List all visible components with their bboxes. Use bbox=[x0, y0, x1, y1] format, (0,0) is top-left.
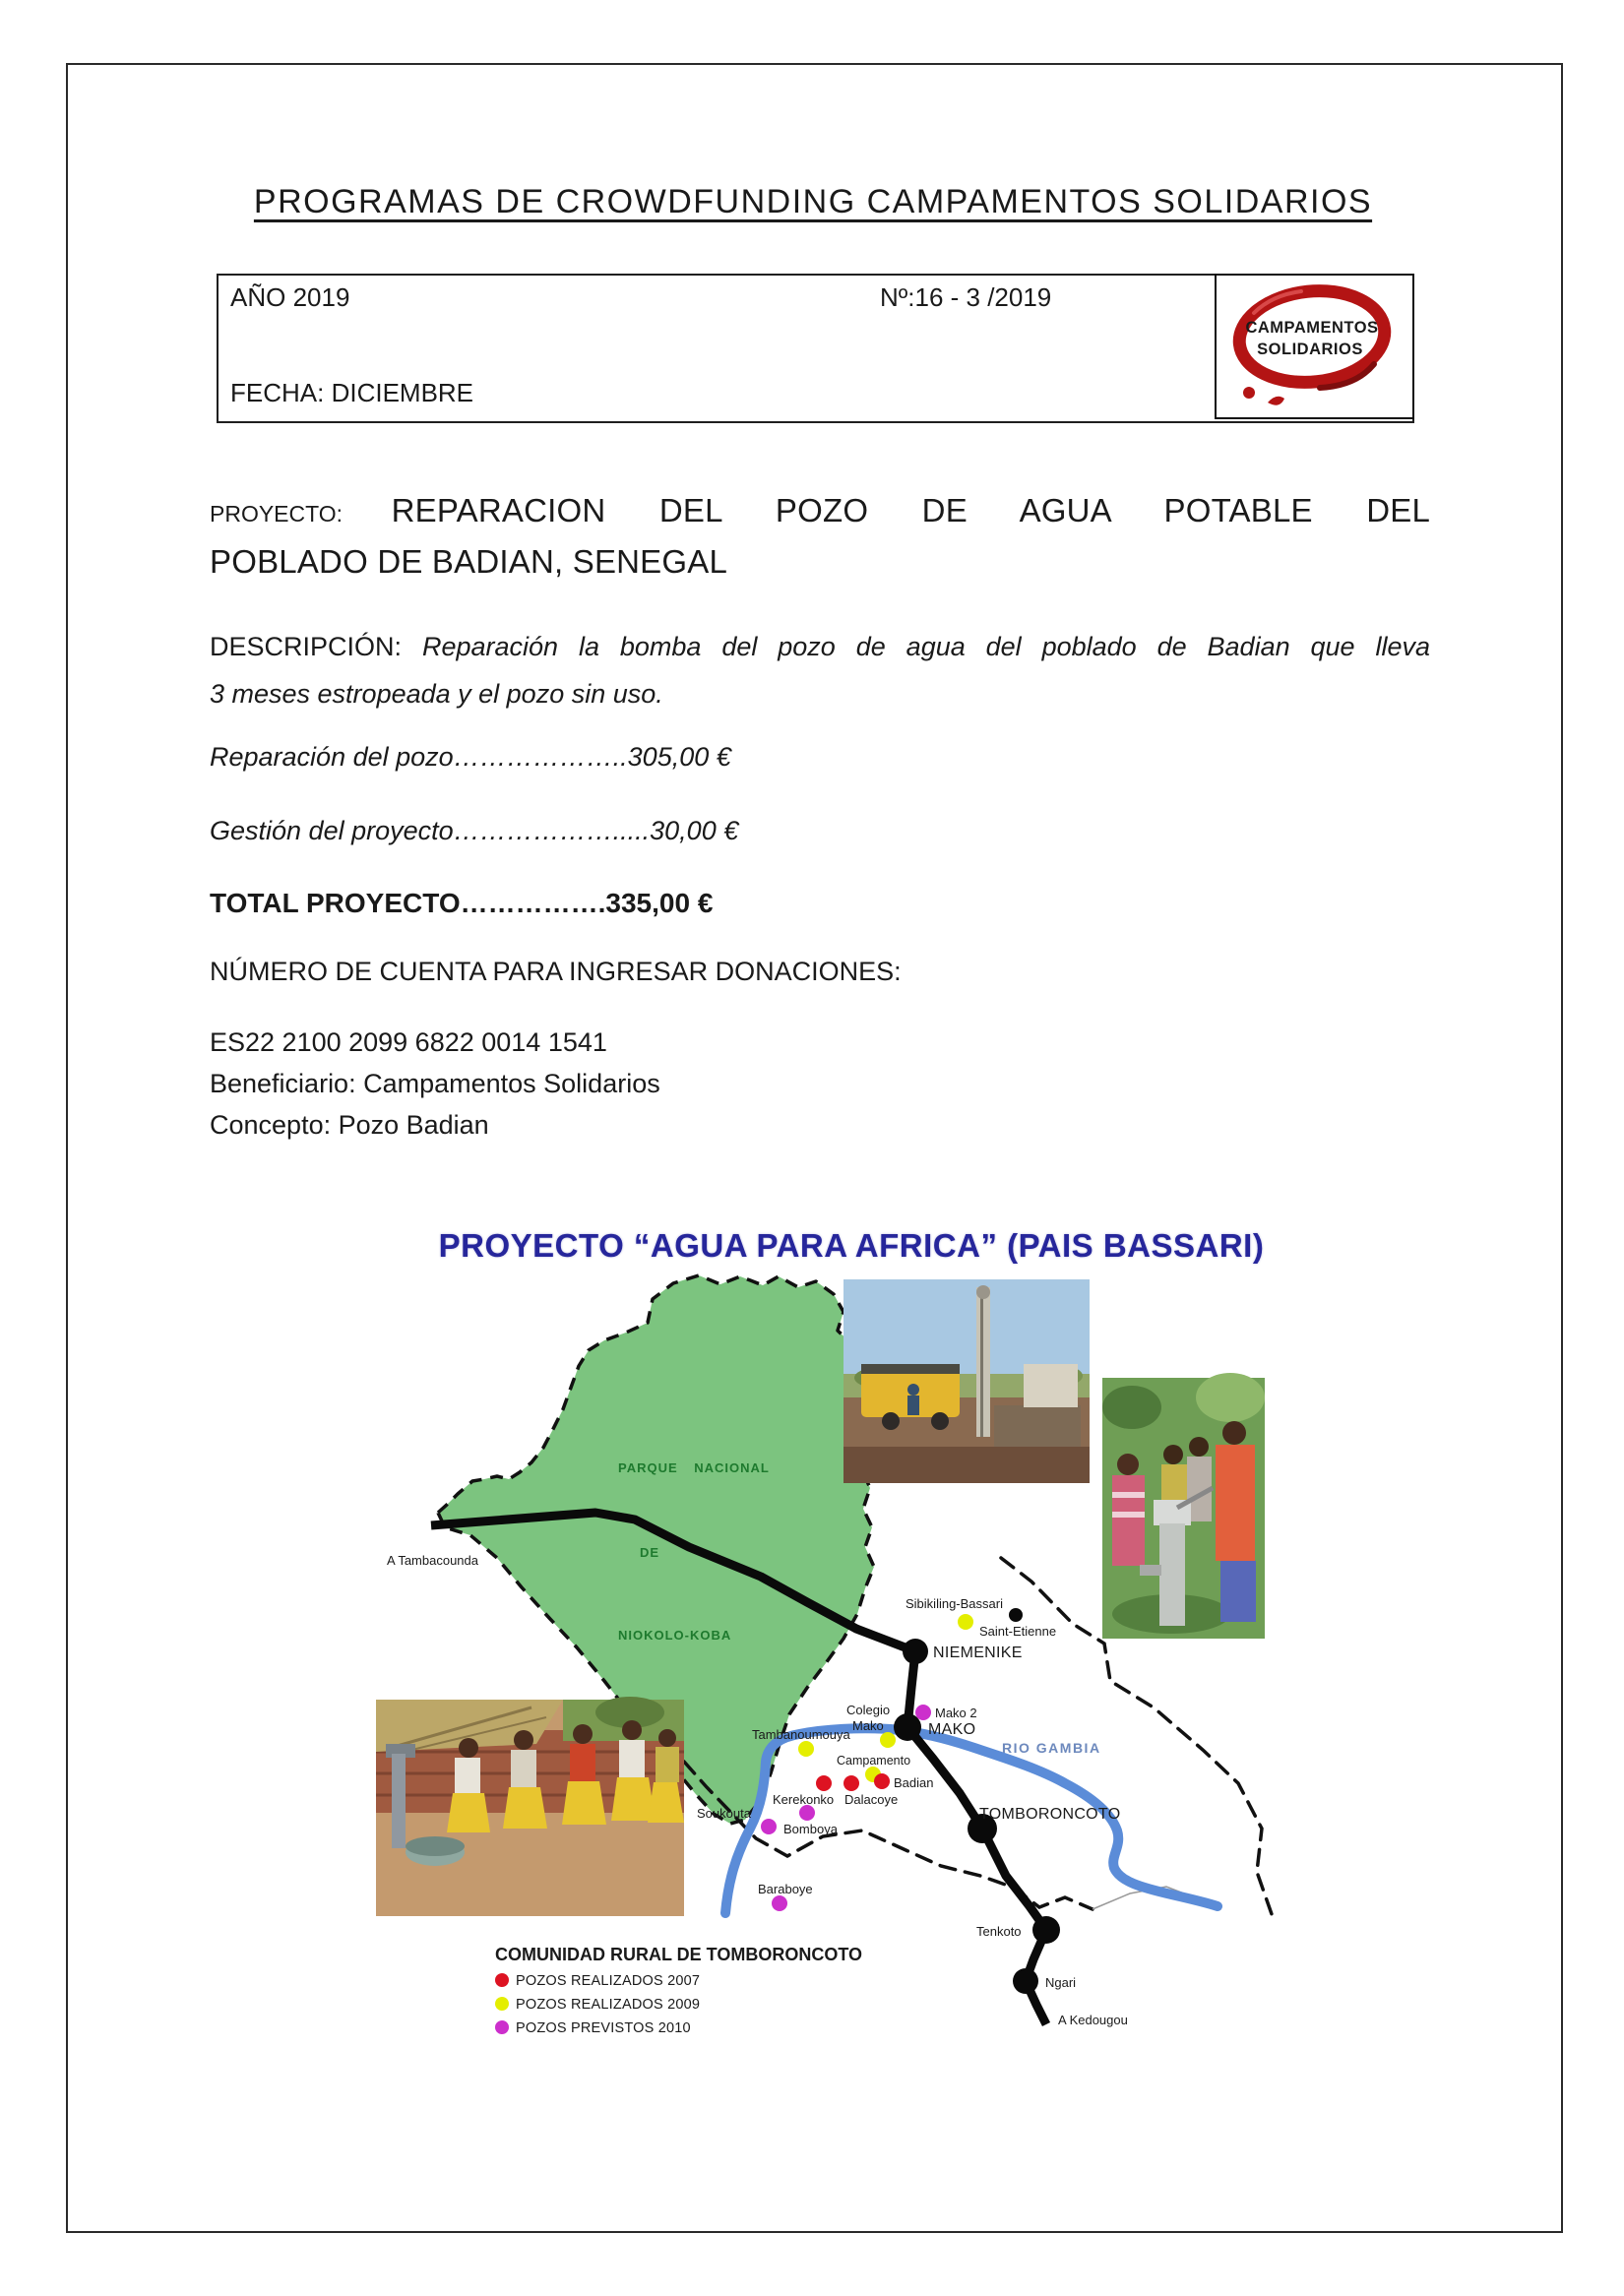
legend-dot-2010 bbox=[495, 2020, 509, 2034]
project-line2: POBLADO DE BADIAN, SENEGAL bbox=[210, 543, 728, 580]
well-2009-tambanoumouya bbox=[798, 1741, 814, 1757]
photo-children-at-well bbox=[376, 1697, 684, 1916]
legend-item-2007: POZOS REALIZADOS 2007 bbox=[516, 1973, 701, 1989]
project-label: PROYECTO: bbox=[210, 501, 344, 527]
legend-dot-2007 bbox=[495, 1973, 509, 1987]
donation-account-number: ES22 2100 2099 6822 0014 1541 bbox=[210, 1027, 607, 1057]
label-badian: Badian bbox=[894, 1775, 934, 1790]
well-2009-colegio-mako bbox=[880, 1732, 896, 1748]
photo-water-pump-people bbox=[1102, 1373, 1265, 1639]
budget-item-repair: Reparación del pozo………………..305,00 € bbox=[210, 742, 731, 772]
donation-concept: Concepto: Pozo Badian bbox=[210, 1110, 489, 1140]
legend-item-2010: POZOS PREVISTOS 2010 bbox=[516, 2020, 691, 2036]
description-line2: 3 meses estropeada y el pozo sin uso. bbox=[210, 679, 663, 709]
park-label-line1: PARQUE NACIONAL bbox=[618, 1460, 770, 1475]
label-kerekonko: Kerekonko bbox=[773, 1792, 835, 1807]
legend-title: COMUNIDAD RURAL DE TOMBORONCOTO bbox=[495, 1945, 862, 1964]
project-title-line1: REPARACION DEL POZO DE AGUA POTABLE DEL bbox=[391, 492, 1430, 528]
junction-niemenike bbox=[903, 1639, 928, 1664]
logo-blob bbox=[1268, 397, 1284, 405]
document-title: PROGRAMAS DE CROWDFUNDING CAMPAMENTOS SOLIDARIOS bbox=[253, 183, 1373, 220]
photo-drilling-rig bbox=[843, 1279, 1090, 1483]
legend-item-2009: POZOS REALIZADOS 2009 bbox=[516, 1997, 701, 2013]
label-tambanoumouya: Tambanoumouya bbox=[752, 1727, 850, 1742]
label-saint-etienne: Saint-Etienne bbox=[979, 1624, 1057, 1639]
budget-item-management: Gestión del proyecto……………….....30,00 € bbox=[210, 816, 739, 845]
label-niemenike: NIEMENIKE bbox=[933, 1644, 1023, 1661]
river-label: RIO GAMBIA bbox=[1002, 1740, 1101, 1756]
well-2007-badian bbox=[874, 1773, 890, 1789]
donation-beneficiary: Beneficiario: Campamentos Solidarios bbox=[210, 1069, 660, 1098]
header-number: Nº:16 - 3 /2019 bbox=[880, 282, 1052, 312]
label-dalacoye: Dalacoye bbox=[844, 1792, 899, 1807]
description-label: DESCRIPCIÓN: bbox=[210, 632, 403, 661]
junction-tenkoto bbox=[1032, 1916, 1060, 1944]
label-soukouta: Soukouta bbox=[697, 1806, 751, 1821]
map-title: PROYECTO “AGUA PARA AFRICA” (PAIS BASSARI) bbox=[438, 1227, 1265, 1264]
label-bomboya: Bomboya bbox=[783, 1822, 838, 1836]
description-line1 bbox=[210, 632, 1430, 662]
description-text-line1: Reparación la bomba del pozo de agua del poblado de Badian que lleva bbox=[421, 632, 1430, 661]
logo-text-line1: CAMPAMENTOS bbox=[1245, 319, 1379, 337]
legend-dot-2009 bbox=[495, 1997, 509, 2011]
label-sibikiling: Sibikiling-Bassari bbox=[906, 1596, 1003, 1611]
well-2007-dalacoye bbox=[843, 1775, 859, 1791]
well-2007-kerekonko bbox=[816, 1775, 832, 1791]
label-tomboroncoto: TOMBORONCOTO bbox=[979, 1806, 1121, 1823]
label-colegio-line1: Colegio bbox=[846, 1703, 891, 1717]
label-campamento: Campamento bbox=[837, 1754, 911, 1768]
header-year: AÑO 2019 bbox=[230, 282, 350, 312]
well-2010-soukouta bbox=[761, 1819, 777, 1834]
junction-mako bbox=[894, 1713, 921, 1741]
label-tambacounda: A Tambacounda bbox=[387, 1553, 478, 1568]
well-2010-mako2 bbox=[915, 1705, 931, 1720]
donation-details bbox=[210, 1022, 1430, 1146]
label-mako: MAKO bbox=[928, 1721, 976, 1738]
map-legend bbox=[495, 1945, 862, 2036]
project-line1 bbox=[210, 492, 1430, 529]
logo-dot bbox=[1243, 387, 1255, 399]
project-map bbox=[344, 1220, 1329, 2116]
logo-text-line2: SOLIDARIOS bbox=[1257, 341, 1363, 358]
well-2009-sibikiling bbox=[958, 1614, 973, 1630]
label-mako2: Mako 2 bbox=[935, 1706, 977, 1720]
well-2010-bomboya bbox=[799, 1805, 815, 1821]
logo-graphic bbox=[1217, 276, 1412, 417]
header-table bbox=[217, 274, 1414, 423]
well-2010-baraboye bbox=[772, 1895, 787, 1911]
donation-heading: NÚMERO DE CUENTA PARA INGRESAR DONACIONES: bbox=[210, 957, 902, 986]
label-tenkoto: Tenkoto bbox=[976, 1924, 1022, 1939]
park-label-line2: DE bbox=[640, 1545, 660, 1560]
label-baraboye: Baraboye bbox=[758, 1882, 813, 1896]
organization-logo bbox=[1215, 274, 1414, 419]
junction-ngari bbox=[1013, 1968, 1038, 1994]
label-colegio-line2: Mako bbox=[852, 1718, 884, 1733]
header-date: FECHA: DICIEMBRE bbox=[230, 378, 474, 407]
label-kedougou: A Kedougou bbox=[1058, 2013, 1128, 2027]
dot-saint-etienne bbox=[1009, 1608, 1023, 1622]
park-label-line3: NIOKOLO-KOBA bbox=[618, 1628, 732, 1643]
budget-total: TOTAL PROYECTO…………….335,00 € bbox=[210, 888, 714, 918]
label-ngari: Ngari bbox=[1045, 1975, 1077, 1990]
